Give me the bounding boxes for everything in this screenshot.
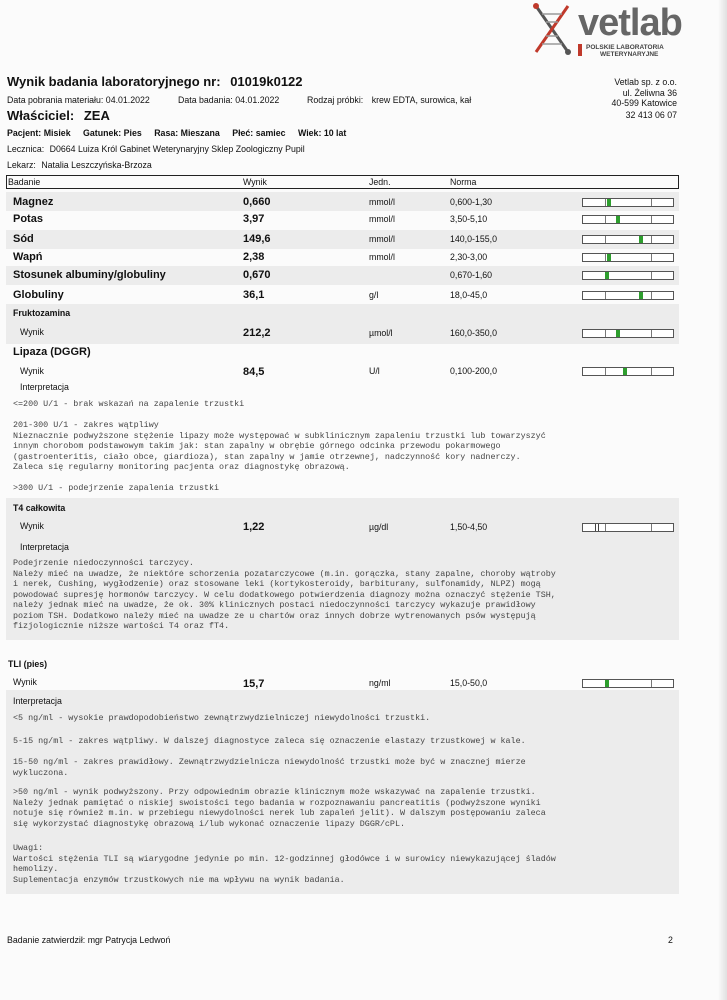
gauge-marker [639,292,643,299]
lipase-interpretation-text: <=200 U/1 - brak wskazań na zapalenie trzustki 201-300 U/1 - zakres wątpliwy Nieznacznie podwyższone stężenie lipazy może występować w subklinicznym zapaleniu trzustki lub towarzyszyć innym chorobom podstawowym takim jak: stan zapalny w obrębie górnego odcinka przewodu pokarmowego (gastroenteritis, ciało obce, giardioza), stan zapalny w jamie otrzewnej, nadczynność kory nadnerczy. Zaleca się regularny monitoring pacjenta oraz diagnostykę obrazową. >300 U/1 - podejrzenie zapalenia trzustki [13,399,546,493]
range-gauge [582,215,674,224]
fructosamine-value: 212,2 [243,327,271,339]
company-city: 40-599 Katowice [611,98,677,108]
row-unit: mmol/l [369,252,395,262]
gauge-marker [616,330,620,337]
row-unit: mmol/l [369,197,395,207]
row-unit: mmol/l [369,214,395,224]
gauge-marker [607,254,611,261]
gauge-marker [616,216,620,223]
breed-label: Rasa: [154,128,179,138]
sample-type: krew EDTA, surowica, kał [371,95,472,105]
test-date-label: Data badania: [178,95,233,105]
col-test-header: Badanie [8,177,41,187]
lipase-interpretation-label: Interpretacja [20,382,69,392]
row-value: 0,670 [243,269,271,281]
t4-norm: 1,50-4,50 [450,522,488,532]
company-street: ul. Żeliwna 36 [622,88,677,98]
owner-line [7,108,110,123]
row-band [6,192,679,211]
approval-line [7,935,170,945]
tli-value: 15,7 [243,678,265,690]
collection-date: 04.01.2022 [105,95,150,105]
patient-label: Pacjent: [7,128,42,138]
table-header [6,175,679,189]
breed: Mieszana [180,128,220,138]
report-title-label: Wynik badania laboratoryjnego nr: [7,74,221,89]
row-band [6,304,679,344]
fructosamine-unit: µmol/l [369,328,393,338]
vet-label: Lekarz: [7,160,36,170]
range-gauge [582,329,674,338]
range-gauge [582,253,674,262]
tli-result-label: Wynik [13,677,37,687]
sex-label: Płeć: [232,128,254,138]
tli-interpretation-p3: 15-50 ng/ml - zakres prawidłowy. Zewnątrzwydzielnicza niewydolność trzustki może być w znacznej mierze wykluczona. [13,757,526,778]
test-date: 04.01.2022 [235,95,280,105]
t4-interpretation-label: Interpretacja [20,542,69,552]
row-value: 3,97 [243,213,265,225]
row-name: Potas [13,213,43,225]
lipase-value: 84,5 [243,366,265,378]
report-title [7,74,303,89]
col-result-header: Wynik [243,177,267,187]
t4-title: T4 całkowita [13,503,66,513]
row-norm: 2,30-3,00 [450,252,488,262]
range-gauge [582,679,674,688]
range-gauge [582,367,674,376]
row-norm: 18,0-45,0 [450,290,488,300]
lipase-result-label: Wynik [20,366,44,376]
logo-accent-bar [578,44,582,56]
row-unit: g/l [369,290,379,300]
collection-date-line [7,95,150,105]
clinic-line [7,144,305,154]
approver-name: mgr Patrycja Ledwoń [87,935,171,945]
tli-interpretation-p4: >50 ng/ml - wynik podwyższony. Przy odpowiednim obrazie klinicznym może wskazywać na zapalenie trzustki. Należy jednak pamiętać o niskiej swoistości tego badania w rozpoznawaniu pancreatitis (podwyższone wyniki notuje się również m.in. w przebiegu niewydolności nerek lub zapaleń jelit). W dalszym postępowaniu zaleca się wykorzystać diagnostykę obrazową i/lub wykonać oznaczenie lipazy DGGR/cPL. [13,787,546,829]
collection-date-label: Data pobrania materiału: [7,95,104,105]
sample-type-label: Rodzaj próbki: [307,95,364,105]
test-date-line [178,95,279,105]
range-gauge [582,198,674,207]
t4-result-label: Wynik [20,521,44,531]
row-name: Wapń [13,251,43,263]
gauge-marker [605,272,609,279]
species: Pies [123,128,142,138]
row-band [6,230,679,249]
approval-label: Badanie zatwierdził: [7,935,86,945]
row-name: Magnez [13,196,54,208]
brand-logo: vetlab [578,2,682,44]
row-norm: 0,670-1,60 [450,270,493,280]
clinic-label: Lecznica: [7,144,45,154]
owner-label: Właściciel: [7,108,75,123]
age: 10 lat [323,128,347,138]
col-unit-header: Jedn. [369,177,391,187]
patient-line [7,128,346,138]
row-value: 149,6 [243,233,271,245]
gauge-marker [639,236,643,243]
dna-logo-icon [528,2,578,56]
gauge-marker [605,680,609,687]
t4-unit: µg/dl [369,522,389,532]
species-label: Gatunek: [83,128,122,138]
tli-norm: 15,0-50,0 [450,678,488,688]
tli-notes: Uwagi: Wartości stężenia TLI są wiarygodne jedynie po min. 12-godzinnej głodówce i w surowicy niewykazującej śladów hemolizy. Suplementacja enzymów trzustkowych nie ma wpływu na wynik badania. [13,843,556,885]
t4-value: 1,22 [243,521,265,533]
t4-interpretation-text: Podejrzenie niedoczynności tarczycy. Należy mieć na uwadze, że niektóre schorzenia pozatarczycowe (m.in. gorączka, stany zapalne, choroby wątroby i nerek, Cushing, wygłodzenie) oraz stosowane leki (kortykosteroidy, barbiturany, sulfonamidy, NLPZ) mogą powodować supresję hormonów tarczycy. W celu dodatkowego potwierdzenia diagnozy można oznaczyć stężenie TSH, należy jednak mieć na uwadze, że ok. 30% klinicznych postaci niedoczynności tarczycy wykazuje prawidłowy poziom TSH. Dodatkowo należy mieć na uwadze ze u chartów oraz innych dobrze wytrenowanych psów występują fizjologicznie niższe wartości T4 oraz fT4. [13,558,556,631]
row-name: Stosunek albuminy/globuliny [13,269,166,281]
tli-interpretation-label: Interpretacja [13,696,62,706]
age-label: Wiek: [297,128,322,138]
row-value: 0,660 [243,196,271,208]
row-norm: 140,0-155,0 [450,234,497,244]
company-name: Vetlab sp. z o.o. [614,77,677,87]
fructosamine-norm: 160,0-350,0 [450,328,497,338]
logo-subtitle-1: POLSKIE LABORATORIA [586,44,664,51]
report-number: 01019k0122 [230,74,303,89]
tli-interpretation-p2: 5-15 ng/ml - zakres wątpliwy. W dalszej diagnostyce zaleca się oznaczenie elastazy trzustkowej w kale. [13,736,526,746]
row-value: 36,1 [243,289,265,301]
tli-interpretation-p1: <5 ng/ml - wysokie prawdopodobieństwo zewnątrzwydzielniczej niewydolności trzustki. [13,713,431,723]
sample-type-line [307,95,471,105]
col-norm-header: Norma [450,177,477,187]
range-gauge [582,235,674,244]
tli-unit: ng/ml [369,678,391,688]
row-name: Globuliny [13,289,64,301]
range-gauge [582,523,674,532]
owner-name: ZEA [83,108,110,123]
range-gauge [582,271,674,280]
patient-name: Misiek [43,128,71,138]
row-value: 2,38 [243,251,265,263]
row-norm: 0,600-1,30 [450,197,493,207]
lipase-unit: U/l [369,366,380,376]
row-norm: 3,50-5,10 [450,214,488,224]
fructosamine-result-label: Wynik [20,327,44,337]
fructosamine-title: Fruktozamina [13,308,71,318]
vet-line [7,160,152,170]
row-unit: mmol/l [369,234,395,244]
row-name: Sód [13,233,34,245]
range-gauge [582,291,674,300]
gauge-marker [607,199,611,206]
page-number: 2 [668,935,673,945]
vet-name: Natalia Leszczyńska-Brzoza [41,160,152,170]
gauge-marker [623,368,627,375]
scan-edge [718,0,727,1000]
lipase-title: Lipaza (DGGR) [13,346,91,358]
company-phone: 32 413 06 07 [625,110,677,120]
sex: samiec [255,128,286,138]
gauge-marker [595,524,599,531]
tli-title: TLI (pies) [8,659,48,669]
clinic-name: D0664 Luiza Król Gabinet Weterynaryjny Sklep Zoologiczny Pupil [49,144,305,154]
logo-subtitle-2: WETERYNARYJNE [600,51,659,58]
lipase-norm: 0,100-200,0 [450,366,497,376]
